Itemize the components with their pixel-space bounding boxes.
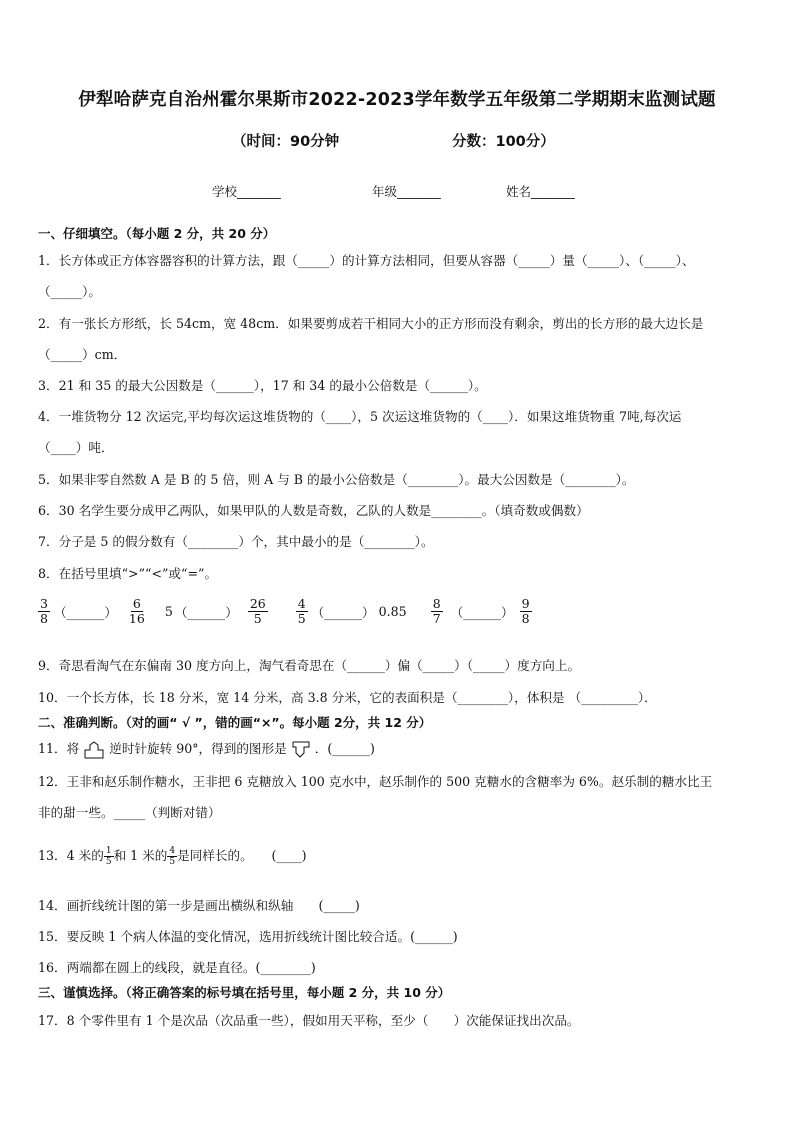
- exam-score: 分数：100分）: [452, 134, 555, 150]
- answer-blank: （______）: [450, 605, 514, 621]
- fraction: $\frac{1}{5}$: [105, 845, 112, 867]
- question-16: 16．两端都在圆上的线段，就是直径。(________): [38, 960, 316, 975]
- decimal-value: 0.85: [378, 604, 407, 620]
- rotated-arrow-shape-icon: [291, 741, 311, 759]
- page-title: 伊犁哈萨克自治州霍尔果斯市2022-2023学年数学五年级第二学期期末监测试题: [78, 90, 716, 110]
- section-2-heading: 二、准确判断。（对的画“ √ ”，错的画“×”。每小题 2分，共 12 分）: [38, 715, 432, 730]
- name-field: 姓名_______: [506, 184, 575, 199]
- question-5: 5．如果非零自然数 A 是 B 的 5 倍，则 A 与 B 的最小公倍数是（________）。最大公因数是（________）。: [38, 472, 635, 487]
- question-11: 11．将 逆时针旋转 90°，得到的图形是 ．(______): [38, 738, 375, 759]
- arrow-shape-icon: [83, 741, 105, 759]
- answer-blank: （______）: [53, 605, 117, 621]
- question-2-line1: 2．有一张长方形纸，长 54cm，宽 48cm．如果要剪成若干相同大小的正方形而没有剩余，剪出的长方形的最大边长是: [38, 316, 704, 331]
- exam-time: （时间：90分钟: [232, 134, 340, 150]
- question-15: 15．要反映 1 个病人体温的变化情况，选用折线统计图比较合适。(______): [38, 929, 458, 944]
- question-10: 10．一个长方体，长 18 分米，宽 14 分米，高 3.8 分米，它的表面积是（________），体积是 （_________）．: [38, 690, 657, 705]
- question-12-line1: 12．王非和赵乐制作糖水，王非把 6 克糖放入 100 克水中，赵乐制作的 500 克糖水的含糖率为 6%。赵乐制的糖水比王: [38, 774, 713, 789]
- question-1-line1: 1．长方体或正方体容器容积的计算方法，跟（_____）的计算方法相同，但要从容器（_____）量（_____）、（_____）、: [38, 253, 695, 268]
- school-field: 学校_______: [212, 184, 281, 199]
- question-14: 14．画折线统计图的第一步是画出横纵和纵轴 (_____): [38, 898, 360, 913]
- fraction: $\frac{6}{16}$: [128, 596, 145, 627]
- fraction: $\frac{26}{5}$: [249, 596, 266, 627]
- fraction: $\frac{8}{7}$: [432, 596, 441, 627]
- question-6: 6．30 名学生要分成甲乙两队，如果甲队的人数是奇数，乙队的人数是________。（填奇数或偶数）: [38, 503, 589, 518]
- question-1-line2: （_____）。: [38, 284, 101, 299]
- question-4-line2: （____）吨．: [38, 440, 114, 455]
- fraction: $\frac{9}{8}$: [521, 596, 530, 627]
- answer-blank: （______）: [174, 605, 238, 621]
- question-8: 8．在括号里填“>”“<”或“=”。: [38, 566, 218, 581]
- question-9: 9．奇思看淘气在东偏南 30 度方向上，淘气看奇思在（______）偏（_____）（_____）度方向上。: [38, 658, 581, 673]
- question-13: 13．4 米的 $\frac{1}{5}$ 和 1 米的 $\frac{4}{5}$ 是同样长的。 (____): [38, 845, 307, 867]
- fraction: $\frac{4}{5}$: [169, 845, 176, 867]
- question-2-line2: （_____）cm．: [38, 347, 127, 362]
- fraction: $\frac{4}{5}$: [297, 596, 306, 627]
- question-8-comparisons: [38, 597, 532, 627]
- answer-blank: （______）: [311, 605, 375, 621]
- grade-field: 年级_______: [372, 184, 441, 199]
- question-3: 3．21 和 35 的最大公因数是（______），17 和 34 的最小公倍数是（______）。: [38, 378, 487, 393]
- question-4-line1: 4．一堆货物分 12 次运完,平均每次运这堆货物的（____），5 次运这堆货物的（____）．如果这堆货物重 7吨,每次运: [38, 409, 682, 424]
- question-17: 17．8 个零件里有 1 个是次品（次品重一些），假如用天平称，至少（ ）次能保证找出次品。: [38, 1013, 580, 1028]
- fraction: $\frac{3}{8}$: [40, 596, 48, 627]
- section-1-heading: 一、仔细填空。（每小题 2 分，共 20 分）: [38, 226, 276, 241]
- section-3-heading: 三、谨慎选择。（将正确答案的标号填在括号里，每小题 2 分，共 10 分）: [38, 985, 451, 1000]
- question-12-line2: 非的甜一些。_____（判断对错）: [38, 805, 221, 820]
- number-value: 5: [164, 604, 173, 620]
- question-7: 7．分子是 5 的假分数有（________）个，其中最小的是（________）。: [38, 534, 434, 549]
